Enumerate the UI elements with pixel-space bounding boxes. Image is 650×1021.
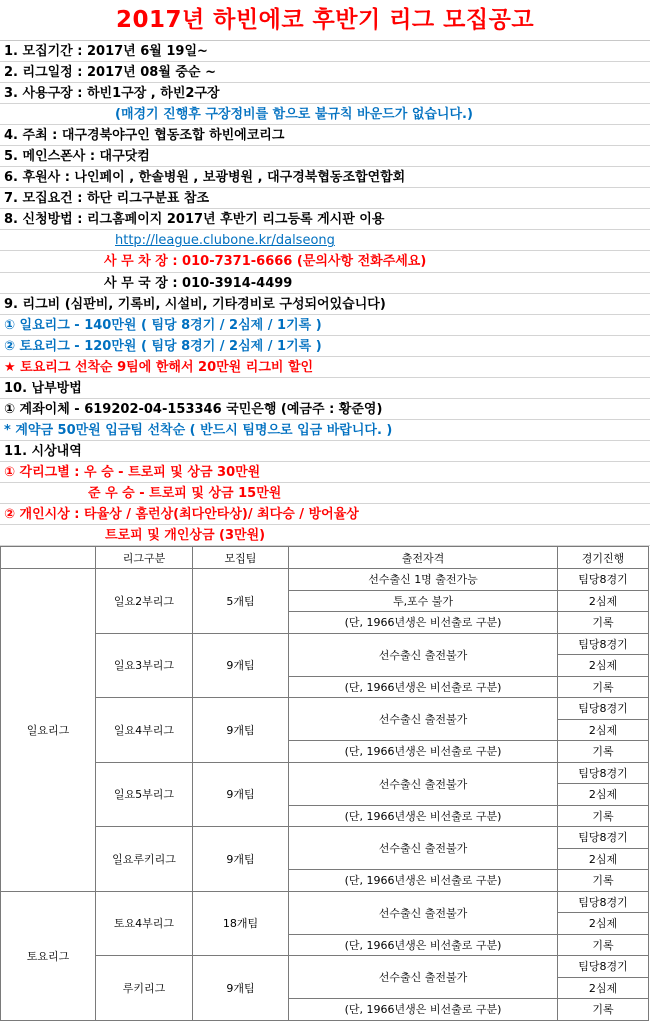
runner-up-award: 준 우 승 - 트로피 및 상금 15만원 xyxy=(0,483,650,504)
main-sponsor: 5. 메인스폰사 : 대구닷컴 xyxy=(0,146,650,167)
game-info: 2심제 xyxy=(558,848,649,870)
league-name: 일요루키리그 xyxy=(96,827,193,892)
game-info: 2심제 xyxy=(558,655,649,677)
table-row xyxy=(1,633,649,655)
game-info: 기록 xyxy=(558,934,649,956)
venues: 3. 사용구장 : 하빈1구장 , 하빈2구장 xyxy=(0,83,650,104)
game-info: 기록 xyxy=(558,805,649,827)
game-info: 기록 xyxy=(558,999,649,1021)
game-info: 기록 xyxy=(558,870,649,892)
game-info: 2심제 xyxy=(558,590,649,612)
sponsors: 6. 후원사 : 나인페이 , 한솔병원 , 보광병원 , 대구경북협동조합연합회 xyxy=(0,167,650,188)
application-method: 8. 신청방법 : 리그홈페이지 2017년 후반기 리그등록 게시판 이용 xyxy=(0,209,650,230)
game-info: 팀당8경기 xyxy=(558,891,649,913)
qualification-note: (단, 1966년생은 비선출로 구분) xyxy=(289,676,558,698)
league-group: 토요리그 xyxy=(1,891,96,1020)
table-header: 리그구분 xyxy=(96,547,193,569)
table-row xyxy=(1,827,649,849)
table-row xyxy=(1,891,649,913)
league-name: 루키리그 xyxy=(96,956,193,1021)
host: 4. 주최 : 대구경북야구인 협동조합 하빈에코리그 xyxy=(0,125,650,146)
individual-awards: ② 개인시상 : 타율상 / 홈런상(최다안타상)/ 최다승 / 방어율상 xyxy=(0,504,650,525)
notice-title: 2017년 하빈에코 후반기 리그 모집공고 xyxy=(0,0,650,41)
game-info: 기록 xyxy=(558,741,649,763)
qualification-note: (단, 1966년생은 비선출로 구분) xyxy=(289,612,558,634)
league-table xyxy=(0,546,649,1021)
team-count: 9개팀 xyxy=(193,698,289,763)
game-info: 팀당8경기 xyxy=(558,633,649,655)
game-info: 팀당8경기 xyxy=(558,762,649,784)
table-header-blank xyxy=(1,547,96,569)
league-awards: ① 각리그별 : 우 승 - 트로피 및 상금 30만원 xyxy=(0,462,650,483)
qualification: 선수출신 출전불가 xyxy=(289,956,558,999)
game-info: 팀당8경기 xyxy=(558,698,649,720)
saturday-league-fee: ② 토요리그 - 120만원 ( 팀당 8경기 / 2심제 / 1기록 ) xyxy=(0,336,650,357)
payment-method: 10. 납부방법 xyxy=(0,378,650,399)
team-count: 9개팀 xyxy=(193,827,289,892)
league-schedule: 2. 리그일정 : 2017년 08월 중순 ~ xyxy=(0,62,650,83)
venue-note: (매경기 진행후 구장정비를 함으로 불규칙 바운드가 없습니다.) xyxy=(0,104,650,125)
qualification: 선수출신 출전불가 xyxy=(289,891,558,934)
deputy-manager-contact: 사 무 차 장 : 010-7371-6666 (문의사항 전화주세요) xyxy=(0,251,650,272)
game-info: 팀당8경기 xyxy=(558,569,649,591)
bank-transfer: ① 계좌이체 - 619202-04-153346 국민은행 (예금주 : 황준영) xyxy=(0,399,650,420)
league-name: 일요5부리그 xyxy=(96,762,193,827)
team-count: 5개팀 xyxy=(193,569,289,634)
game-info: 2심제 xyxy=(558,913,649,935)
homepage-link[interactable]: http://league.clubone.kr/dalseong xyxy=(115,233,335,249)
qualification: 선수출신 1명 출전가능 xyxy=(289,569,558,591)
league-group: 일요리그 xyxy=(1,569,96,892)
table-row xyxy=(1,569,649,591)
recruit-period: 1. 모집기간 : 2017년 6월 19일~ xyxy=(0,41,650,62)
qualification: 선수출신 출전불가 xyxy=(289,633,558,676)
qualification-note: (단, 1966년생은 비선출로 구분) xyxy=(289,999,558,1021)
table-header-row xyxy=(1,547,649,569)
table-row xyxy=(1,762,649,784)
office-manager-contact: 사 무 국 장 : 010-3914-4499 xyxy=(0,273,650,294)
team-count: 9개팀 xyxy=(193,633,289,698)
qualification-note: (단, 1966년생은 비선출로 구분) xyxy=(289,741,558,763)
discount-notice: ★ 토요리그 선착순 9팀에 한해서 20만원 리그비 할인 xyxy=(0,357,650,378)
deposit-note: * 계약금 50만원 입금팀 선착순 ( 반드시 팀명으로 입금 바랍니다. ) xyxy=(0,420,650,441)
game-info: 2심제 xyxy=(558,719,649,741)
league-name: 일요3부리그 xyxy=(96,633,193,698)
league-name: 일요4부리그 xyxy=(96,698,193,763)
qualification: 선수출신 출전불가 xyxy=(289,827,558,870)
notice-body xyxy=(0,41,650,546)
qualification-note: (단, 1966년생은 비선출로 구분) xyxy=(289,805,558,827)
game-info: 기록 xyxy=(558,676,649,698)
individual-prize: 트로피 및 개인상금 (3만원) xyxy=(0,525,650,546)
team-count: 9개팀 xyxy=(193,956,289,1021)
qualification: 선수출신 출전불가 xyxy=(289,762,558,805)
game-info: 2심제 xyxy=(558,977,649,999)
game-info: 팀당8경기 xyxy=(558,827,649,849)
game-info: 팀당8경기 xyxy=(558,956,649,978)
table-header: 경기진행 xyxy=(558,547,649,569)
league-name: 토요4부리그 xyxy=(96,891,193,956)
league-name: 일요2부리그 xyxy=(96,569,193,634)
game-info: 기록 xyxy=(558,612,649,634)
qualification-note: (단, 1966년생은 비선출로 구분) xyxy=(289,934,558,956)
qualification: 선수출신 출전불가 xyxy=(289,698,558,741)
table-header: 모집팀 xyxy=(193,547,289,569)
game-info: 2심제 xyxy=(558,784,649,806)
table-header: 출전자격 xyxy=(289,547,558,569)
sunday-league-fee: ① 일요리그 - 140만원 ( 팀당 8경기 / 2심제 / 1기록 ) xyxy=(0,315,650,336)
league-fee: 9. 리그비 (심판비, 기록비, 시설비, 기타경비로 구성되어있습니다) xyxy=(0,294,650,315)
table-row xyxy=(1,956,649,978)
team-count: 9개팀 xyxy=(193,762,289,827)
qualification-note: (단, 1966년생은 비선출로 구분) xyxy=(289,870,558,892)
requirements: 7. 모집요건 : 하단 리그구분표 참조 xyxy=(0,188,650,209)
table-row xyxy=(1,698,649,720)
awards: 11. 시상내역 xyxy=(0,441,650,462)
team-count: 18개팀 xyxy=(193,891,289,956)
qualification: 투,포수 불가 xyxy=(289,590,558,612)
